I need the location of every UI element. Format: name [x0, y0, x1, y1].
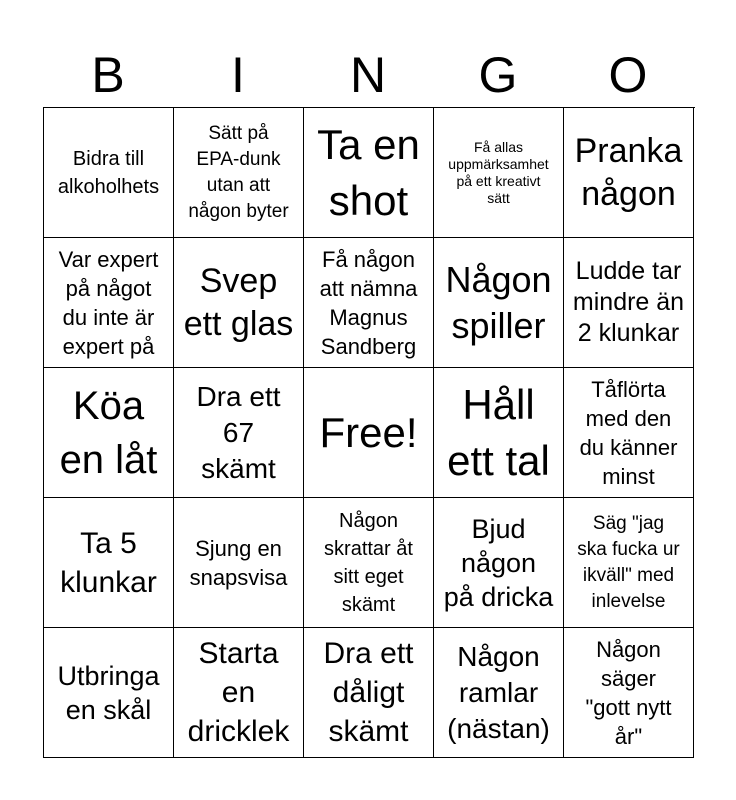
bingo-cell[interactable]: [174, 238, 304, 368]
cell-text: Utbringa en skål: [57, 660, 160, 725]
bingo-cell[interactable]: [564, 108, 694, 238]
bingo-header: [43, 42, 693, 108]
cell-text: Ta en shot: [317, 120, 420, 224]
bingo-cell[interactable]: [564, 498, 694, 628]
bingo-cell[interactable]: [434, 108, 564, 238]
bingo-cell[interactable]: [564, 628, 694, 758]
bingo-cell[interactable]: [174, 498, 304, 628]
header-letter-i: I: [231, 47, 245, 103]
cell-text: Dra ett 67 skämt: [196, 380, 281, 484]
cell-text: Få någon att nämna Magnus Sandberg: [319, 246, 418, 359]
bingo-cell[interactable]: [174, 108, 304, 238]
header-letter-g: G: [478, 47, 518, 103]
cell-text: Dra ett dåligt skämt: [323, 637, 414, 748]
header-letter-b: B: [91, 47, 125, 103]
cell-text: Någon ramlar (nästan): [447, 640, 550, 744]
header-letter-n: N: [349, 47, 387, 103]
bingo-cell[interactable]: [304, 628, 434, 758]
cell-text: Svep ett glas: [183, 261, 294, 343]
bingo-cell[interactable]: [434, 628, 564, 758]
bingo-cell[interactable]: [304, 108, 434, 238]
bingo-cell[interactable]: [564, 368, 694, 498]
bingo-cell[interactable]: [434, 238, 564, 368]
cell-text: Få allas uppmärksamhet på ett kreativt sätt: [448, 138, 549, 206]
bingo-cell[interactable]: [44, 238, 174, 368]
bingo-cell[interactable]: [434, 368, 564, 498]
bingo-cell[interactable]: [174, 368, 304, 498]
bingo-cell[interactable]: [44, 368, 174, 498]
cell-text: Ta 5 klunkar: [60, 526, 157, 599]
bingo-grid: [43, 107, 695, 758]
bingo-cell[interactable]: [44, 108, 174, 238]
bingo-cell[interactable]: [564, 238, 694, 368]
cell-text: Pranka någon: [574, 131, 683, 213]
cell-text: Tåflörta med den du känner minst: [579, 376, 678, 489]
cell-text: Sjung en snapsvisa: [189, 535, 288, 590]
cell-text: Var expert på något du inte är expert på: [58, 246, 159, 359]
cell-text: Sätt på EPA-dunk utan att någon byter: [188, 122, 289, 222]
free-cell[interactable]: [304, 368, 434, 498]
cell-text: Starta en dricklek: [187, 637, 290, 748]
cell-text: Ludde tar mindre än 2 klunkar: [572, 257, 685, 347]
cell-text: Någon spiller: [445, 258, 552, 346]
cell-text: Bjud någon på dricka: [443, 513, 554, 612]
cell-text: Free!: [319, 408, 418, 456]
cell-text: Köa en låt: [59, 383, 158, 482]
bingo-cell[interactable]: [304, 238, 434, 368]
header-letter-o: O: [608, 47, 648, 103]
cell-text: Säg "jag ska fucka ur ikväll" med inlevelse: [577, 512, 680, 612]
bingo-cell[interactable]: [44, 628, 174, 758]
cell-text: Någon skrattar åt sitt eget skämt: [324, 509, 413, 616]
bingo-cell[interactable]: [44, 498, 174, 628]
bingo-cell[interactable]: [434, 498, 564, 628]
cell-text: Bidra till alkoholhets: [57, 147, 160, 198]
cell-text: Håll ett tal: [447, 380, 550, 484]
bingo-cell[interactable]: [304, 498, 434, 628]
cell-text: Någon säger "gott nytt år": [585, 636, 672, 749]
bingo-cell[interactable]: [174, 628, 304, 758]
